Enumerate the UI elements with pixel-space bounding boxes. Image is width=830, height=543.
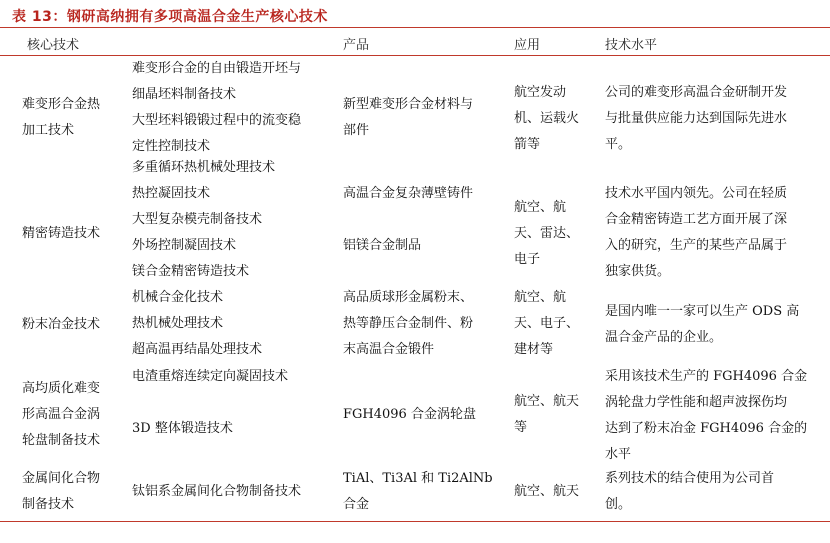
row-1-level: 技术水平国内领先。公司在轻质 合金精密铸造工艺方面开展了深 入的研究，生产的某些产品属于 独家供货。 bbox=[605, 186, 788, 279]
row-0-application: 航空发动 机、运载火 箭等 bbox=[514, 85, 580, 152]
top-rule bbox=[0, 27, 830, 28]
row-2-application: 航空、航 天、电子、 建材等 bbox=[514, 290, 580, 357]
header-product: 产品 bbox=[343, 38, 370, 53]
row-0-product: 新型难变形合金材料与 部件 bbox=[343, 97, 474, 138]
bottom-rule bbox=[0, 521, 830, 522]
row-4-tech: 钛铝系金属间化合物制备技术 bbox=[132, 484, 302, 499]
row-1-product-a: 高温合金复杂薄壁铸件 bbox=[343, 186, 474, 201]
row-4-level: 系列技术的结合使用为公司首 创。 bbox=[605, 471, 775, 512]
row-1-product-b: 铝镁合金制品 bbox=[343, 238, 422, 253]
header-application: 应用 bbox=[514, 38, 541, 53]
row-2-tech: 机械合金化技术 热机械处理技术 超高温再结晶处理技术 bbox=[132, 290, 263, 357]
row-1-core: 精密铸造技术 bbox=[22, 226, 101, 241]
row-4-application: 航空、航天 bbox=[514, 484, 580, 499]
header-core-tech: 核心技术 bbox=[27, 38, 80, 53]
header-tech-level: 技术水平 bbox=[605, 38, 658, 53]
row-3-core: 高均质化难变 形高温合金涡 轮盘制备技术 bbox=[22, 381, 101, 448]
row-0-level: 公司的难变形高温合金研制开发 与批量供应能力达到国际先进水 平。 bbox=[605, 85, 788, 152]
table-title: 表 13：钢研高纳拥有多项高温合金生产核心技术 bbox=[12, 9, 328, 25]
row-0-tech: 难变形合金的自由锻造开坯与 细晶坯料制备技术 大型坯料锻锻过程中的流变稳 定性控制技术 bbox=[132, 61, 302, 154]
row-3-level: 采用该技术生产的 FGH4096 合金 涡轮盘力学性能和超声波探伤均 达到了粉末冶金 FGH4096 合金的 水平 bbox=[605, 369, 808, 462]
row-4-product: TiAl、Ti3Al 和 Ti2AlNb 合金 bbox=[343, 471, 493, 512]
row-1-tech: 多重循环热机械处理技术 热控凝固技术 大型复杂模壳制备技术 外场控制凝固技术 镁合金精密铸造技术 bbox=[132, 160, 276, 279]
row-0-core: 难变形合金热 加工技术 bbox=[22, 97, 101, 138]
row-3-tech-a: 电渣重熔连续定向凝固技术 bbox=[132, 369, 289, 384]
row-3-tech-b: 3D 整体锻造技术 bbox=[132, 421, 233, 436]
row-2-product: 高品质球形金属粉末、 热等静压合金制件、粉 末高温合金锻件 bbox=[343, 290, 474, 357]
row-2-level: 是国内唯一一家可以生产 ODS 高 温合金产品的企业。 bbox=[605, 304, 800, 345]
row-3-product: FGH4096 合金涡轮盘 bbox=[343, 407, 476, 422]
row-2-core: 粉末冶金技术 bbox=[22, 317, 101, 332]
row-1-application: 航空、航 天、雷达、 电子 bbox=[514, 200, 580, 267]
row-3-application: 航空、航天 等 bbox=[514, 394, 580, 435]
row-4-core: 金属间化合物 制备技术 bbox=[22, 471, 101, 512]
header-rule bbox=[0, 55, 830, 56]
